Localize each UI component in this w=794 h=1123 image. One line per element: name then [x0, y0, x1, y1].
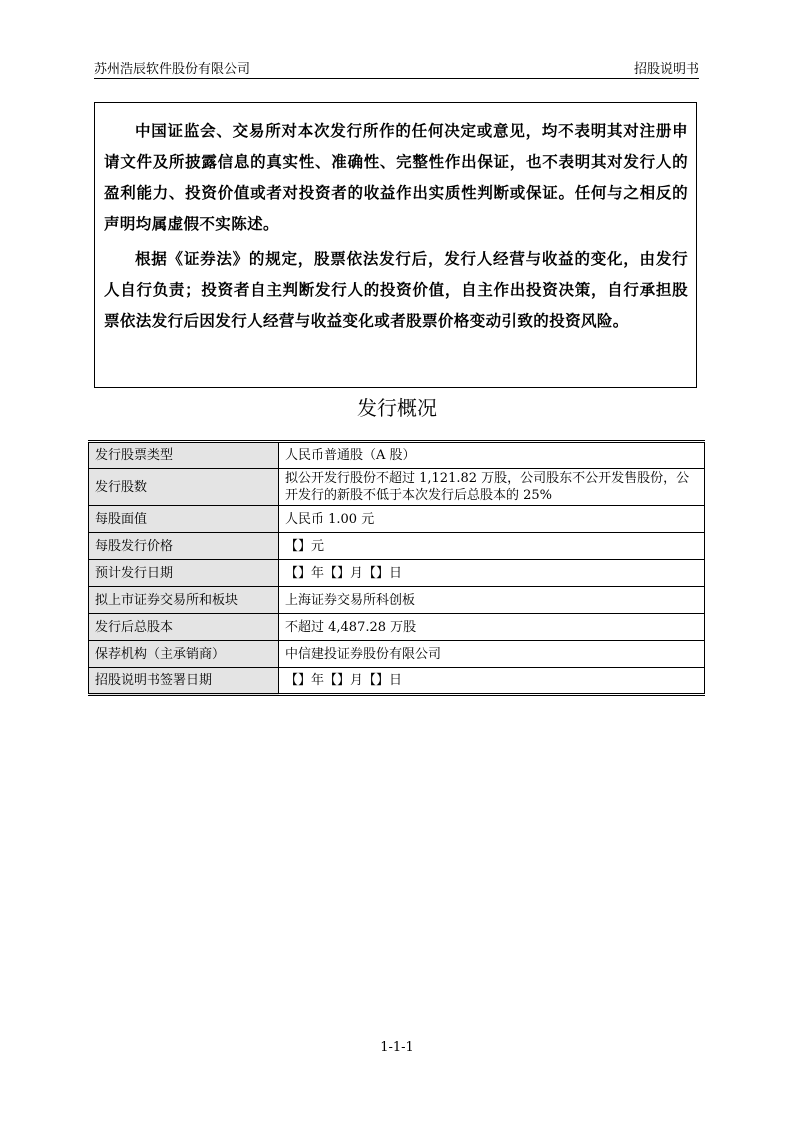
- row-value: 人民币 1.00 元: [279, 506, 705, 533]
- table-row: [89, 533, 705, 560]
- row-label: 发行股数: [89, 469, 279, 506]
- issuance-overview-table: [88, 440, 705, 696]
- page-number: 1-1-1: [380, 1040, 414, 1055]
- header-document-type: 招股说明书: [633, 62, 699, 77]
- row-label: 发行后总股本: [89, 614, 279, 641]
- row-value: 【】年【】月【】日: [279, 560, 705, 587]
- table-row: [89, 587, 705, 614]
- page-header: [94, 56, 699, 79]
- section-title: 发行概况: [357, 396, 437, 420]
- row-label: 每股发行价格: [89, 533, 279, 560]
- row-value: 不超过 4,487.28 万股: [279, 614, 705, 641]
- row-label: 招股说明书签署日期: [89, 668, 279, 695]
- table-row: [89, 614, 705, 641]
- row-value: 人民币普通股（A 股）: [279, 442, 705, 469]
- header-company-name: 苏州浩辰软件股份有限公司: [94, 62, 251, 77]
- table-row: [89, 641, 705, 668]
- disclaimer-paragraph: 中国证监会、交易所对本次发行所作的任何决定或意见，均不表明其对注册申请文件及所披露信息的真实性、准确性、完整性作出保证，也不表明其对发行人的盈利能力、投资价值或者对投资者的收益作出实质性判断或保证。任何与之相反的声明均属虚假不实陈述。: [104, 121, 688, 233]
- table-row: [89, 560, 705, 587]
- disclaimer-paragraph: 根据《证券法》的规定，股票依法发行后，发行人经营与收益的变化，由发行人自行负责；投资者自主判断发行人的投资价值，自主作出投资决策，自行承担股票依法发行后因发行人经营与收益变化或者股票价格变动引致的投资风险。: [104, 249, 688, 330]
- row-value: 上海证券交易所科创板: [279, 587, 705, 614]
- table-row: [89, 506, 705, 533]
- table-row: [89, 668, 705, 695]
- disclaimer-box: [94, 102, 697, 388]
- row-label: 预计发行日期: [89, 560, 279, 587]
- table-row: [89, 442, 705, 469]
- row-label: 每股面值: [89, 506, 279, 533]
- row-value: 【】元: [279, 533, 705, 560]
- row-label: 发行股票类型: [89, 442, 279, 469]
- row-label: 保荐机构（主承销商）: [89, 641, 279, 668]
- row-value: 【】年【】月【】日: [279, 668, 705, 695]
- row-label: 拟上市证券交易所和板块: [89, 587, 279, 614]
- table-row: [89, 469, 705, 506]
- row-value: 中信建投证券股份有限公司: [279, 641, 705, 668]
- row-value: 拟公开发行股份不超过 1,121.82 万股，公司股东不公开发售股份，公开发行的新股不低于本次发行后总股本的 25%: [279, 469, 705, 506]
